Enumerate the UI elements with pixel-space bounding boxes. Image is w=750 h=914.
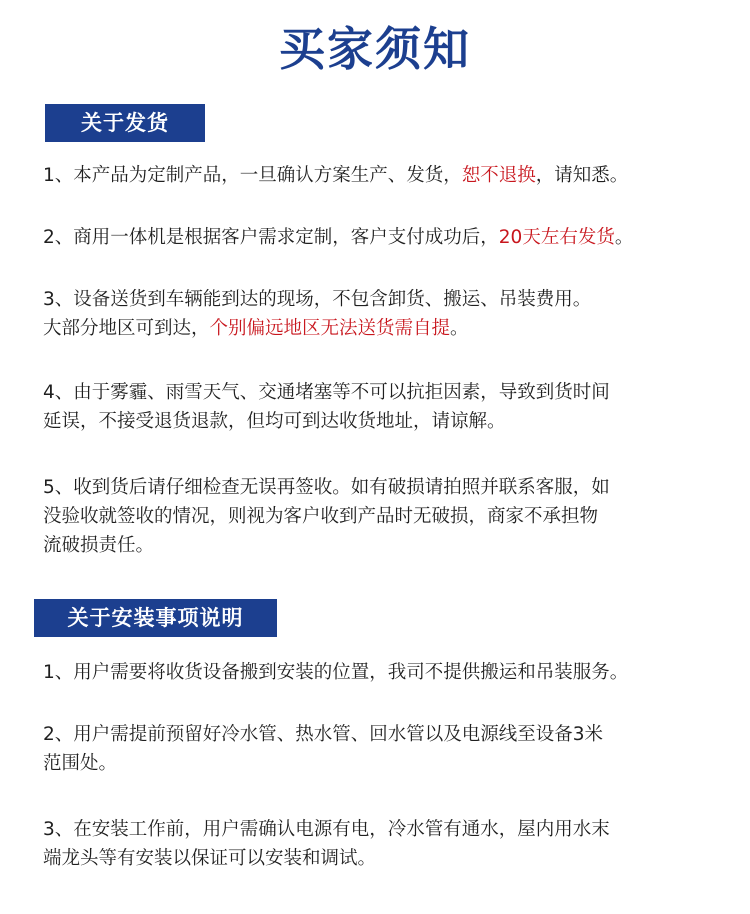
section-heading-installation: 关于安装事项说明 [34,599,277,637]
text-line: 3、在安装工作前，用户需确认电源有电，冷水管有通水，屋内用水末 [43,819,610,840]
text-line: 1、用户需要将收货设备搬到安装的位置，我司不提供搬运和吊装服务。 [43,662,629,683]
text-line: 4、由于雾霾、雨雪天气、交通堵塞等不可以抗拒因素，导致到货时间 [43,382,610,403]
shipping-item-3 [43,285,723,343]
text-line [43,223,723,252]
shipping-item-1 [43,161,723,190]
text-line: 范围处。 [43,753,118,774]
text-line: 流破损责任。 [43,535,155,556]
text-segment: 大部分地区可到达， [43,318,210,339]
text-line: 2、用户需提前预留好冷水管、热水管、回水管以及电源线至设备3米 [43,724,604,745]
text-line: 延误，不接受退货退款，但均可到达收货地址，请谅解。 [43,411,506,432]
section-heading-shipping: 关于发货 [45,104,205,142]
highlight-text: 20天左右发货 [498,227,615,248]
highlight-text: 恕不退换 [461,165,536,186]
text-segment: 3、设备送货到车辆能到达的现场，不包含卸货、搬运、吊装费用。 [43,289,592,310]
shipping-item-5 [43,473,723,560]
text-line [43,161,723,190]
text-line [43,285,723,314]
text-segment: 1、本产品为定制产品，一旦确认方案生产、发货， [43,165,462,186]
text-line: 5、收到货后请仔细检查无误再签收。如有破损请拍照并联系客服，如 [43,477,610,498]
install-item-2 [43,720,723,778]
text-segment: 。 [614,227,634,248]
install-item-1 [43,658,723,687]
shipping-item-4 [43,378,723,436]
text-line: 端龙头等有安装以保证可以安装和调试。 [43,848,377,869]
text-line [43,314,723,343]
text-segment: 。 [450,318,469,339]
text-line: 没验收就签收的情况，则视为客户收到产品时无破损，商家不承担物 [43,506,599,527]
page-title: 买家须知 [279,22,471,76]
text-segment: 2、商用一体机是根据客户需求定制，客户支付成功后， [43,227,499,248]
install-item-3 [43,815,723,873]
shipping-item-2 [43,223,723,252]
highlight-text: 个别偏远地区无法送货需自提 [209,318,451,339]
text-segment: ，请知悉。 [535,165,629,186]
